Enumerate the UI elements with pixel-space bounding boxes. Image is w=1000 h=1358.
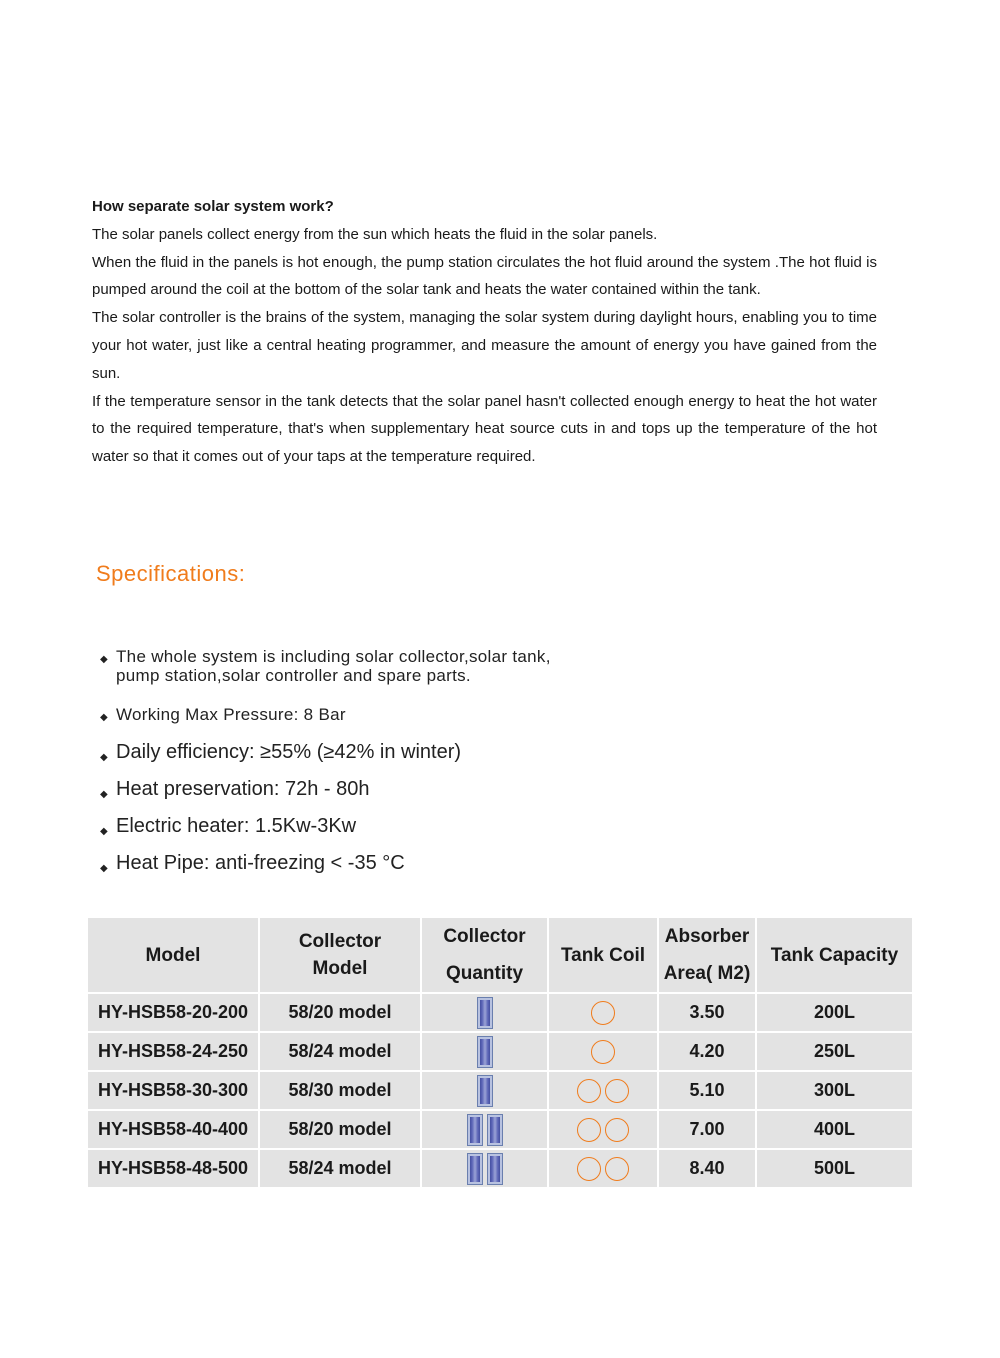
diamond-icon: ◆ (100, 789, 108, 800)
feature-item (100, 814, 356, 838)
cell-absorber-area: 5.10 (659, 1072, 755, 1109)
tank-coil-icon (605, 1079, 629, 1103)
feature-list (100, 647, 551, 685)
cell-model: HY-HSB58-48-500 (88, 1150, 258, 1187)
tank-coil-icon (605, 1118, 629, 1142)
intro-section (92, 193, 877, 471)
tank-coil-icon (577, 1157, 601, 1181)
cell-tank-coil (549, 1072, 657, 1109)
intro-paragraph: When the fluid in the panels is hot enough, the pump station circulates the hot fluid around the system .The hot fluid is pumped around the coil at the bottom of the solar tank and heats the water contained within the tank. (92, 253, 877, 299)
cell-tank-capacity: 200L (757, 994, 912, 1031)
header-tank-capacity: Tank Capacity (757, 918, 912, 992)
cell-collector-quantity (422, 994, 547, 1031)
cell-tank-coil (549, 1150, 657, 1187)
table-row (88, 1072, 912, 1109)
solar-collector-icon (487, 1153, 503, 1185)
tank-coil-icon (591, 1040, 615, 1064)
cell-absorber-area: 4.20 (659, 1033, 755, 1070)
cell-absorber-area: 3.50 (659, 994, 755, 1031)
cell-tank-capacity: 400L (757, 1111, 912, 1148)
cell-tank-coil (549, 994, 657, 1031)
solar-collector-icon (477, 997, 493, 1029)
cell-collector-model: 58/20 model (260, 1111, 420, 1148)
solar-collector-icon (477, 1036, 493, 1068)
cell-model: HY-HSB58-20-200 (88, 994, 258, 1031)
feature-text: Electric heater: 1.5Kw-3Kw (116, 815, 357, 837)
cell-collector-model: 58/24 model (260, 1033, 420, 1070)
cell-absorber-area: 7.00 (659, 1111, 755, 1148)
feature-text: pump station,solar controller and spare parts. (116, 666, 471, 685)
feature-list (100, 705, 346, 725)
solar-collector-icon (467, 1153, 483, 1185)
cell-model: HY-HSB58-30-300 (88, 1072, 258, 1109)
diamond-icon: ◆ (100, 826, 108, 837)
diamond-icon: ◆ (100, 752, 108, 763)
specifications-title: Specifications: (96, 561, 246, 586)
cell-tank-coil (549, 1111, 657, 1148)
solar-collector-icon (467, 1114, 483, 1146)
tank-coil-icon (591, 1001, 615, 1025)
table-row (88, 1150, 912, 1187)
cell-model: HY-HSB58-24-250 (88, 1033, 258, 1070)
cell-absorber-area: 8.40 (659, 1150, 755, 1187)
cell-collector-quantity (422, 1111, 547, 1148)
feature-item (100, 740, 461, 764)
cell-model: HY-HSB58-40-400 (88, 1111, 258, 1148)
feature-text: The whole system is including solar collector,solar tank, (116, 647, 551, 666)
header-collector-quantity: Collector Quantity (422, 918, 547, 992)
diamond-icon: ◆ (100, 654, 108, 665)
feature-text: Heat preservation: 72h - 80h (116, 778, 370, 800)
cell-collector-quantity (422, 1072, 547, 1109)
cell-tank-capacity: 500L (757, 1150, 912, 1187)
tank-coil-icon (577, 1118, 601, 1142)
specifications-table (86, 916, 914, 1189)
cell-collector-quantity (422, 1150, 547, 1187)
feature-item (100, 777, 370, 801)
table-header-row (88, 918, 912, 992)
cell-collector-model: 58/20 model (260, 994, 420, 1031)
cell-collector-model: 58/30 model (260, 1072, 420, 1109)
cell-collector-quantity (422, 1033, 547, 1070)
table-row (88, 994, 912, 1031)
solar-collector-icon (477, 1075, 493, 1107)
feature-text: Heat Pipe: anti-freezing < -35 °C (116, 852, 405, 874)
feature-text: Working Max Pressure: 8 Bar (116, 705, 346, 724)
diamond-icon: ◆ (100, 863, 108, 874)
cell-tank-capacity: 250L (757, 1033, 912, 1070)
intro-paragraph: The solar controller is the brains of the system, managing the solar system during daylight hours, enabling you to time your hot water, just like a central heating programmer, and measure the amount of energy you have gained from the sun. (92, 309, 877, 382)
header-collector-model: Collector Model (260, 918, 420, 992)
tank-coil-icon (577, 1079, 601, 1103)
feature-list (100, 777, 370, 801)
feature-item (100, 851, 405, 875)
cell-tank-coil (549, 1033, 657, 1070)
cell-tank-capacity: 300L (757, 1072, 912, 1109)
header-model: Model (88, 918, 258, 992)
feature-text: Daily efficiency: ≥55% (≥42% in winter) (116, 741, 462, 763)
feature-list (100, 814, 356, 838)
solar-collector-icon (487, 1114, 503, 1146)
header-tank-coil: Tank Coil (549, 918, 657, 992)
table-row (88, 1033, 912, 1070)
feature-list (100, 740, 461, 764)
feature-list (100, 851, 405, 875)
feature-item (100, 705, 346, 725)
feature-item (100, 647, 551, 685)
tank-coil-icon (605, 1157, 629, 1181)
table-row (88, 1111, 912, 1148)
intro-heading: How separate solar system work? (92, 198, 334, 215)
intro-paragraph: The solar panels collect energy from the sun which heats the fluid in the solar panels. (92, 225, 658, 243)
header-absorber-area: Absorber Area( M2) (659, 918, 755, 992)
diamond-icon: ◆ (100, 712, 108, 723)
cell-collector-model: 58/24 model (260, 1150, 420, 1187)
intro-paragraph: If the temperature sensor in the tank detects that the solar panel hasn't collected enough energy to heat the hot water to the required temperature, that's when supplementary heat source cuts in and tops up the temperature of the hot water so that it comes out of your taps at the temperature required. (92, 392, 877, 466)
